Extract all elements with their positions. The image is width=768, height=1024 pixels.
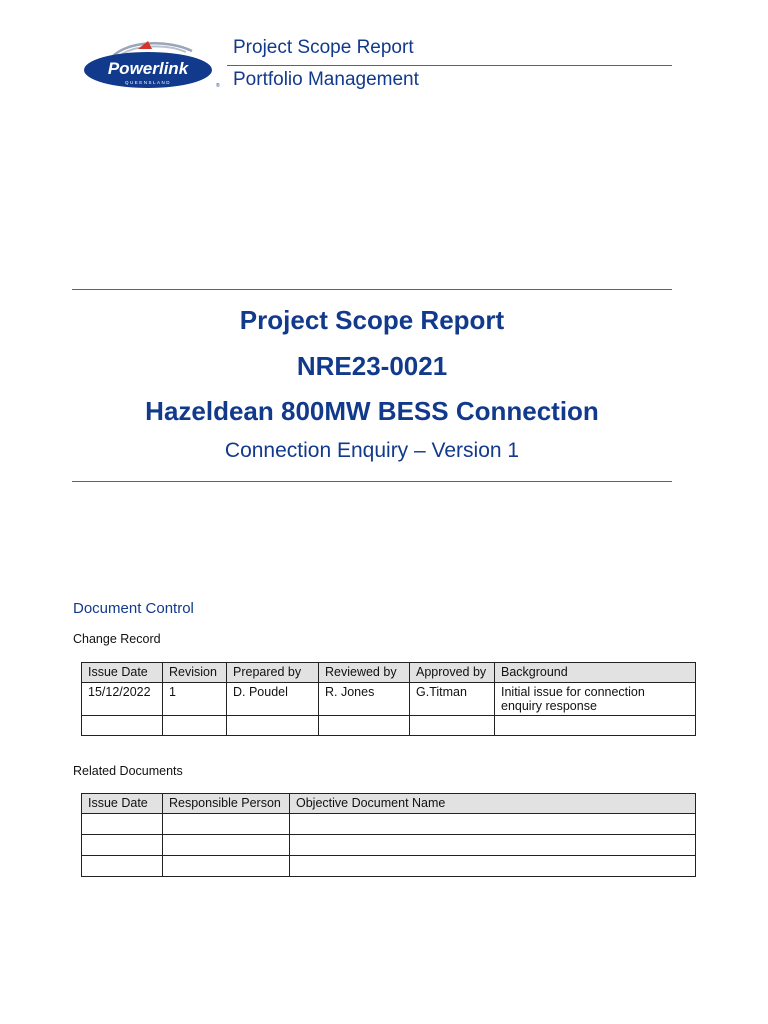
table-cell (82, 856, 163, 877)
table-cell (163, 716, 227, 736)
document-title: Project Scope Report (239, 305, 505, 335)
header-report-title: Project Scope Report (233, 37, 414, 58)
table-row (82, 814, 696, 835)
header-divider (227, 65, 672, 66)
table-cell: R. Jones (319, 683, 410, 716)
table-cell: G.Titman (410, 683, 495, 716)
column-header: Objective Document Name (290, 794, 696, 814)
table-row (82, 835, 696, 856)
project-name: Hazeldean 800MW BESS Connection (145, 396, 599, 426)
table-cell (163, 835, 290, 856)
table-header-row (82, 794, 696, 814)
table-cell (290, 856, 696, 877)
table-cell: 15/12/2022 (82, 683, 163, 716)
column-header: Background (495, 663, 696, 683)
change-record-label: Change Record (73, 632, 161, 646)
svg-text:®: ® (216, 83, 220, 89)
related-documents-label: Related Documents (73, 764, 183, 778)
table-cell (319, 716, 410, 736)
table-cell (410, 716, 495, 736)
table-cell (82, 716, 163, 736)
table-cell (290, 814, 696, 835)
header-department: Portfolio Management (233, 69, 419, 90)
column-header: Revision (163, 663, 227, 683)
table-header-row (82, 663, 696, 683)
column-header: Issue Date (82, 663, 163, 683)
table-cell: D. Poudel (227, 683, 319, 716)
table-cell (290, 835, 696, 856)
document-subtitle: Connection Enquiry – Version 1 (224, 439, 520, 462)
table-cell (495, 716, 696, 736)
table-row (82, 856, 696, 877)
column-header: Approved by (410, 663, 495, 683)
related-documents-table (81, 793, 696, 877)
logo-subtext: QUEENSLAND (124, 80, 172, 85)
column-header: Reviewed by (319, 663, 410, 683)
table-cell: Initial issue for connection enquiry response (495, 683, 696, 716)
table-cell: 1 (163, 683, 227, 716)
table-cell (227, 716, 319, 736)
logo-wordmark: Powerlink (107, 59, 189, 78)
table-row (82, 716, 696, 736)
table-cell (163, 856, 290, 877)
column-header: Issue Date (82, 794, 163, 814)
title-bottom-divider (72, 481, 672, 482)
document-control-heading: Document Control (73, 600, 194, 617)
table-cell (82, 814, 163, 835)
column-header: Prepared by (227, 663, 319, 683)
table-cell (82, 835, 163, 856)
column-header: Responsible Person (163, 794, 290, 814)
title-top-divider (72, 289, 672, 290)
table-row (82, 683, 696, 716)
powerlink-logo (82, 37, 220, 93)
table-cell (163, 814, 290, 835)
project-code: NRE23-0021 (296, 351, 448, 381)
change-record-table (81, 662, 696, 736)
